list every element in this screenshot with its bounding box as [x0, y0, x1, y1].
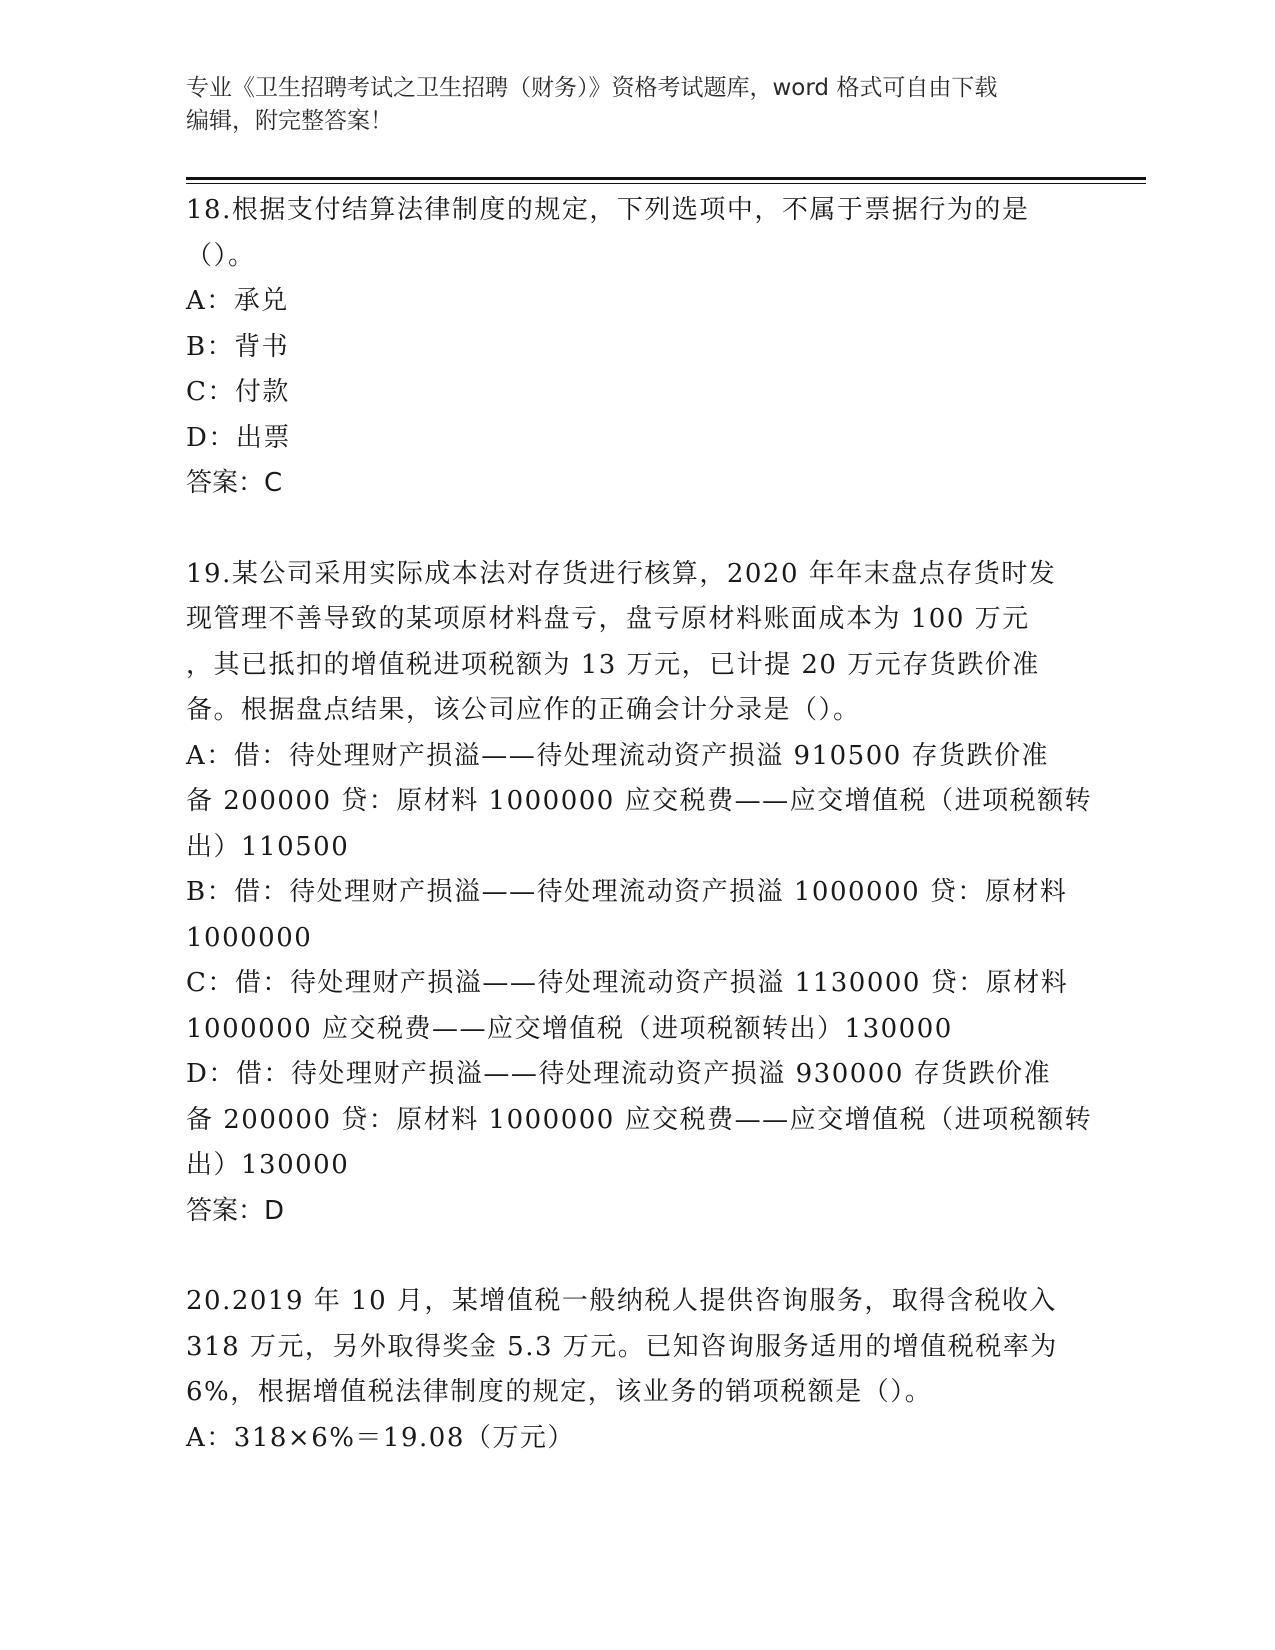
question-20-stem-line-2: 318 万元，另外取得奖金 5.3 万元。已知咨询服务适用的增值税税率为	[186, 1331, 1058, 1362]
question-18-option-a: A：承兑	[186, 286, 289, 316]
question-18-answer: 答案：C	[186, 468, 283, 498]
question-20	[186, 1279, 1066, 1461]
question-18-stem-line-1: 18.根据支付结算法律制度的规定，下列选项中，不属于票据行为的是	[186, 195, 1030, 225]
question-20-stem-line-1: 20.2019 年 10 月，某增值税一般纳税人提供咨询服务，取得含税收入	[186, 1286, 1057, 1316]
question-19-stem-line-4: 备。根据盘点结果，该公司应作的正确会计分录是（）。	[186, 695, 861, 725]
question-19-answer: 答案：D	[186, 1195, 285, 1226]
question-19-option-c-line-1: C：借：待处理财产损溢——待处理流动资产损溢 1130000 贷：原材料	[186, 968, 1069, 998]
question-20-option-a: A：318×6%＝19.08（万元）	[186, 1422, 575, 1453]
header-line-2: 编辑，附完整答案！	[186, 108, 393, 134]
question-19-option-d-line-3: 出）130000	[186, 1150, 350, 1180]
question-19-option-b-line-1: B：借：待处理财产损溢——待处理流动资产损溢 1000000 贷：原材料	[186, 877, 1068, 907]
question-19-stem-line-1: 19.某公司采用实际成本法对存货进行核算，2020 年年末盘点存货时发	[186, 558, 1057, 589]
question-18-stem-line-2: （）。	[186, 240, 256, 271]
question-19-option-b-line-2: 1000000	[186, 922, 313, 953]
header-line-1: 专业《卫生招聘考试之卫生招聘（财务）》资格考试题库，word 格式可自由下载	[186, 75, 998, 101]
question-18-option-d: D：出票	[186, 422, 291, 453]
question-18-option-c: C：付款	[186, 377, 290, 407]
header-rule-thin	[186, 183, 1146, 184]
question-19-option-d-line-2: 备 200000 贷：原材料 1000000 应交税费——应交增值税（进项税额转	[186, 1104, 1093, 1135]
question-19-option-c-line-2: 1000000 应交税费——应交增值税（进项税额转出）130000	[186, 1013, 953, 1044]
question-20-stem-line-3: 6%，根据增值税法律制度的规定，该业务的销项税额是（）。	[186, 1377, 933, 1407]
question-18	[186, 188, 1066, 507]
question-19	[186, 552, 1093, 1235]
question-list	[186, 188, 1093, 1506]
question-19-stem-line-3: ，其已抵扣的增值税进项税额为 13 万元，已计提 20 万元存货跌价准	[186, 649, 1040, 680]
question-19-option-d-line-1: D：借：待处理财产损溢——待处理流动资产损溢 930000 存货跌价准	[186, 1059, 1052, 1089]
question-18-option-b: B：背书	[186, 331, 290, 362]
document-header	[186, 72, 1086, 138]
question-19-stem-line-2: 现管理不善导致的某项原材料盘亏，盘亏原材料账面成本为 100 万元	[186, 604, 1030, 634]
question-19-option-a-line-1: A：借：待处理财产损溢——待处理流动资产损溢 910500 存货跌价准	[186, 740, 1050, 771]
header-rule-thick	[186, 177, 1146, 180]
question-19-option-a-line-3: 出）110500	[186, 831, 350, 862]
question-19-option-a-line-2: 备 200000 贷：原材料 1000000 应交税费——应交增值税（进项税额转	[186, 786, 1093, 816]
